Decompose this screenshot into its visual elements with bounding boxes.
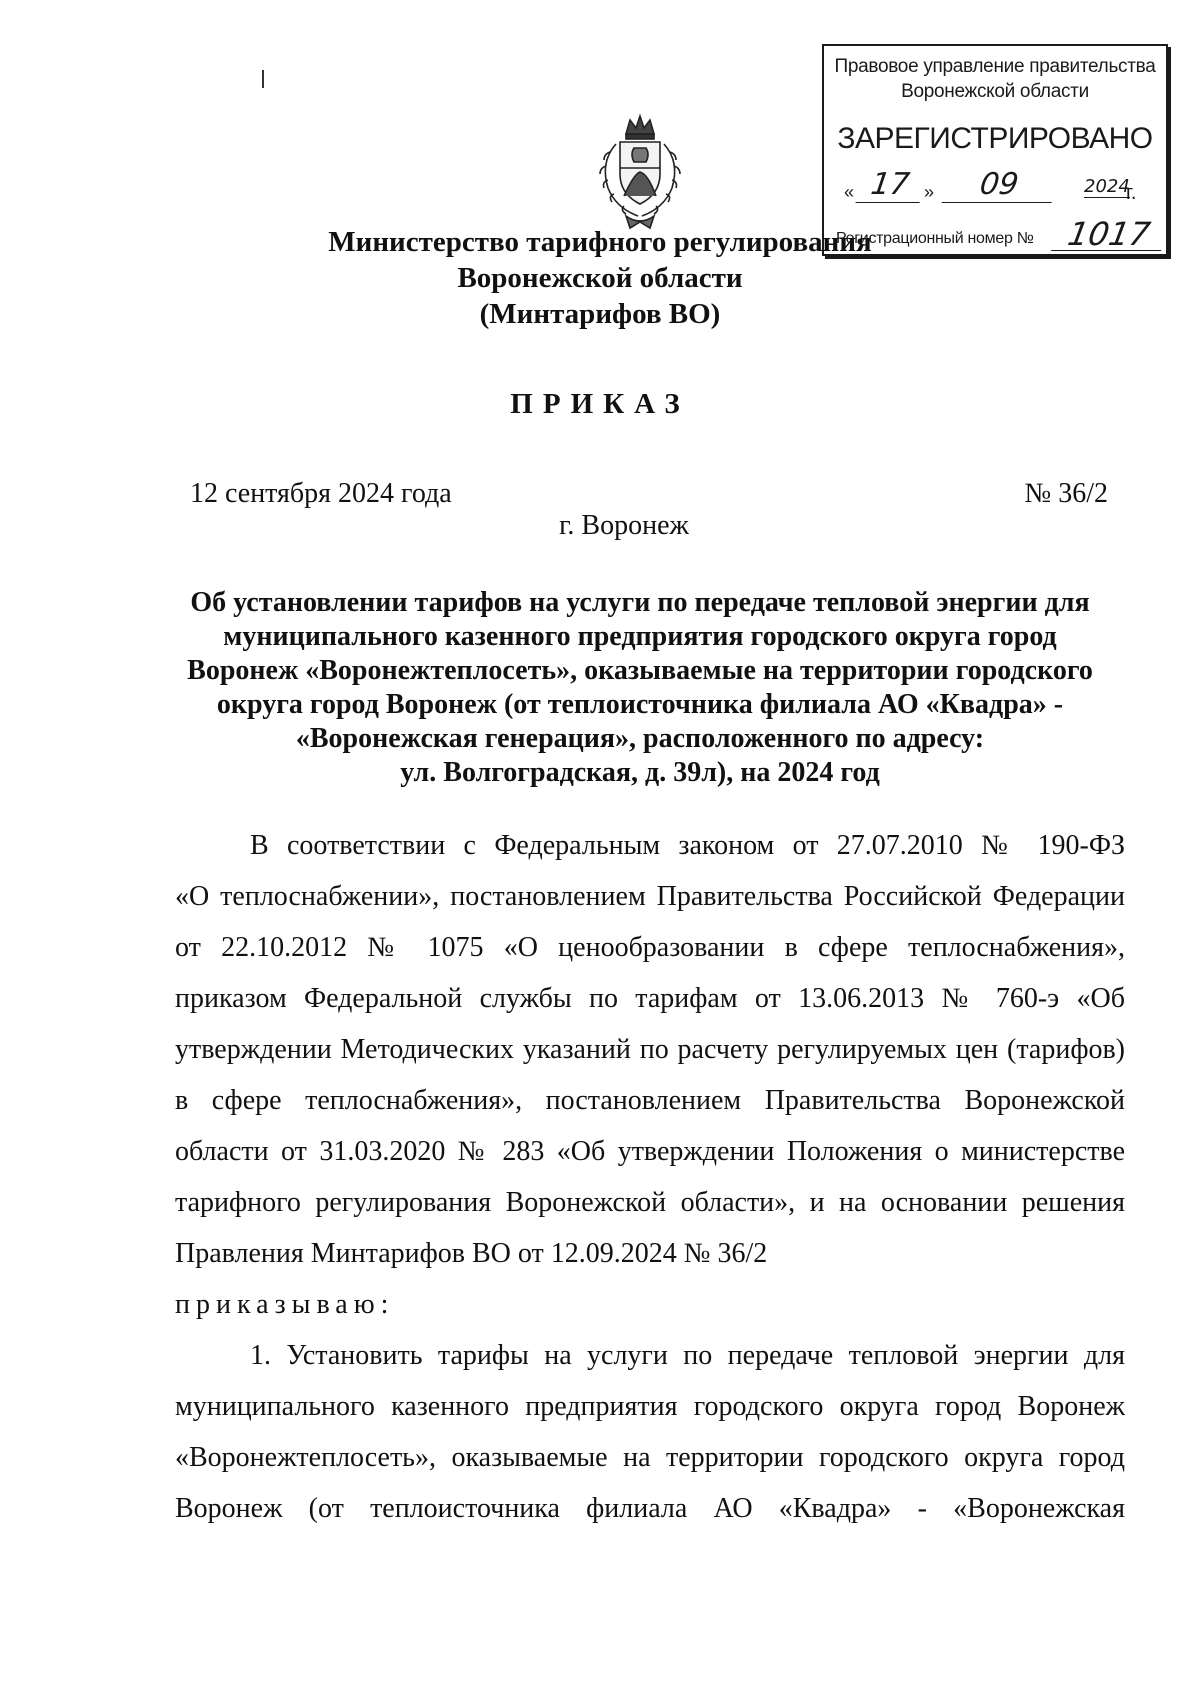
subject-line: муниципального казенного предприятия городского округа город [223,621,1057,652]
stamp-day: 17 [856,168,925,203]
preamble-line: Правления Минтарифов ВО от 12.09.2024 № 36/2 [175,1238,768,1269]
stamp-org-line2: Воронежской области [901,81,1089,102]
stamp-status: ЗАРЕГИСТРИРОВАНО [837,122,1153,155]
stamp-quote-open: « [844,182,855,202]
subject-line: округа город Воронеж (от теплоисточника филиала АО «Квадра» - [216,689,1064,720]
stamp-reg-label: Регистрационный номер № [836,230,1034,247]
stamp-reg-number: 1017 [1051,218,1167,251]
order-word: приказываю: [175,1289,395,1320]
margin-mark [262,70,264,88]
subject-line: «Воронежская генерация», расположенного по адресу: [295,723,985,754]
subject-line: ул. Волгоградская, д. 39л), на 2024 год [400,757,880,788]
subject-line: Воронеж «Воронежтеплосеть», оказываемые на территории городского [187,655,1093,686]
item-1-line: «Воронежтеплосеть», оказываемые на территории городского округа город [175,1442,1125,1473]
registration-stamp [822,44,1168,256]
preamble-line: В соответствии с Федеральным законом от 27.07.2010 № 190-ФЗ [250,830,1125,861]
preamble-line: в сфере теплоснабжения», постановлением Правительства Воронежской [175,1085,1125,1116]
order-subject [150,586,1130,790]
preamble-paragraph [175,820,1125,1330]
stamp-year-suffix: г. [1126,182,1137,204]
preamble-line: от 22.10.2012 № 1075 «О ценообразовании в сфере теплоснабжения», [175,932,1125,963]
preamble-line: «О теплоснабжении», постановлением Правительства Российской Федерации [175,881,1125,912]
stamp-quote-close: » [924,182,935,202]
stamp-month: 09 [942,168,1057,203]
stamp-org-line1: Правовое управление правительства [834,56,1156,77]
ministry-region: Воронежской области [457,262,743,294]
stamp-date [844,166,1152,206]
order-number: № 36/2 [1024,478,1108,509]
item-1-line: муниципального казенного предприятия городского округа город Воронеж [175,1391,1125,1422]
item-1-line: 1. Установить тарифы на услуги по передаче тепловой энергии для [250,1340,1125,1371]
order-city: г. Воронеж [559,510,689,541]
order-date: 12 сентября 2024 года [190,478,452,509]
stamp-organization [824,54,1166,104]
item-1-line: Воронеж (от теплоисточника филиала АО «Квадра» - «Воронежская [175,1493,1125,1524]
preamble-line: области от 31.03.2020 № 283 «Об утверждении Положения о министерстве [175,1136,1125,1167]
preamble-line: утверждении Методических указаний по расчету регулируемых цен (тарифов) [175,1034,1125,1065]
preamble-line: приказом Федеральной службы по тарифам от 13.06.2013 № 760-э «Об [175,983,1125,1014]
document-title: ПРИКАЗ [510,388,690,420]
subject-line: Об установлении тарифов на услуги по передаче тепловой энергии для [190,587,1090,618]
ministry-name: Министерство тарифного регулирования [328,226,872,258]
ministry-abbreviation: (Минтарифов ВО) [479,298,721,330]
stamp-year: 2024 [1084,176,1130,197]
coat-of-arms-icon [590,112,690,232]
item-1-paragraph [175,1330,1125,1534]
preamble-line: тарифного регулирования Воронежской области», и на основании решения [175,1187,1125,1218]
